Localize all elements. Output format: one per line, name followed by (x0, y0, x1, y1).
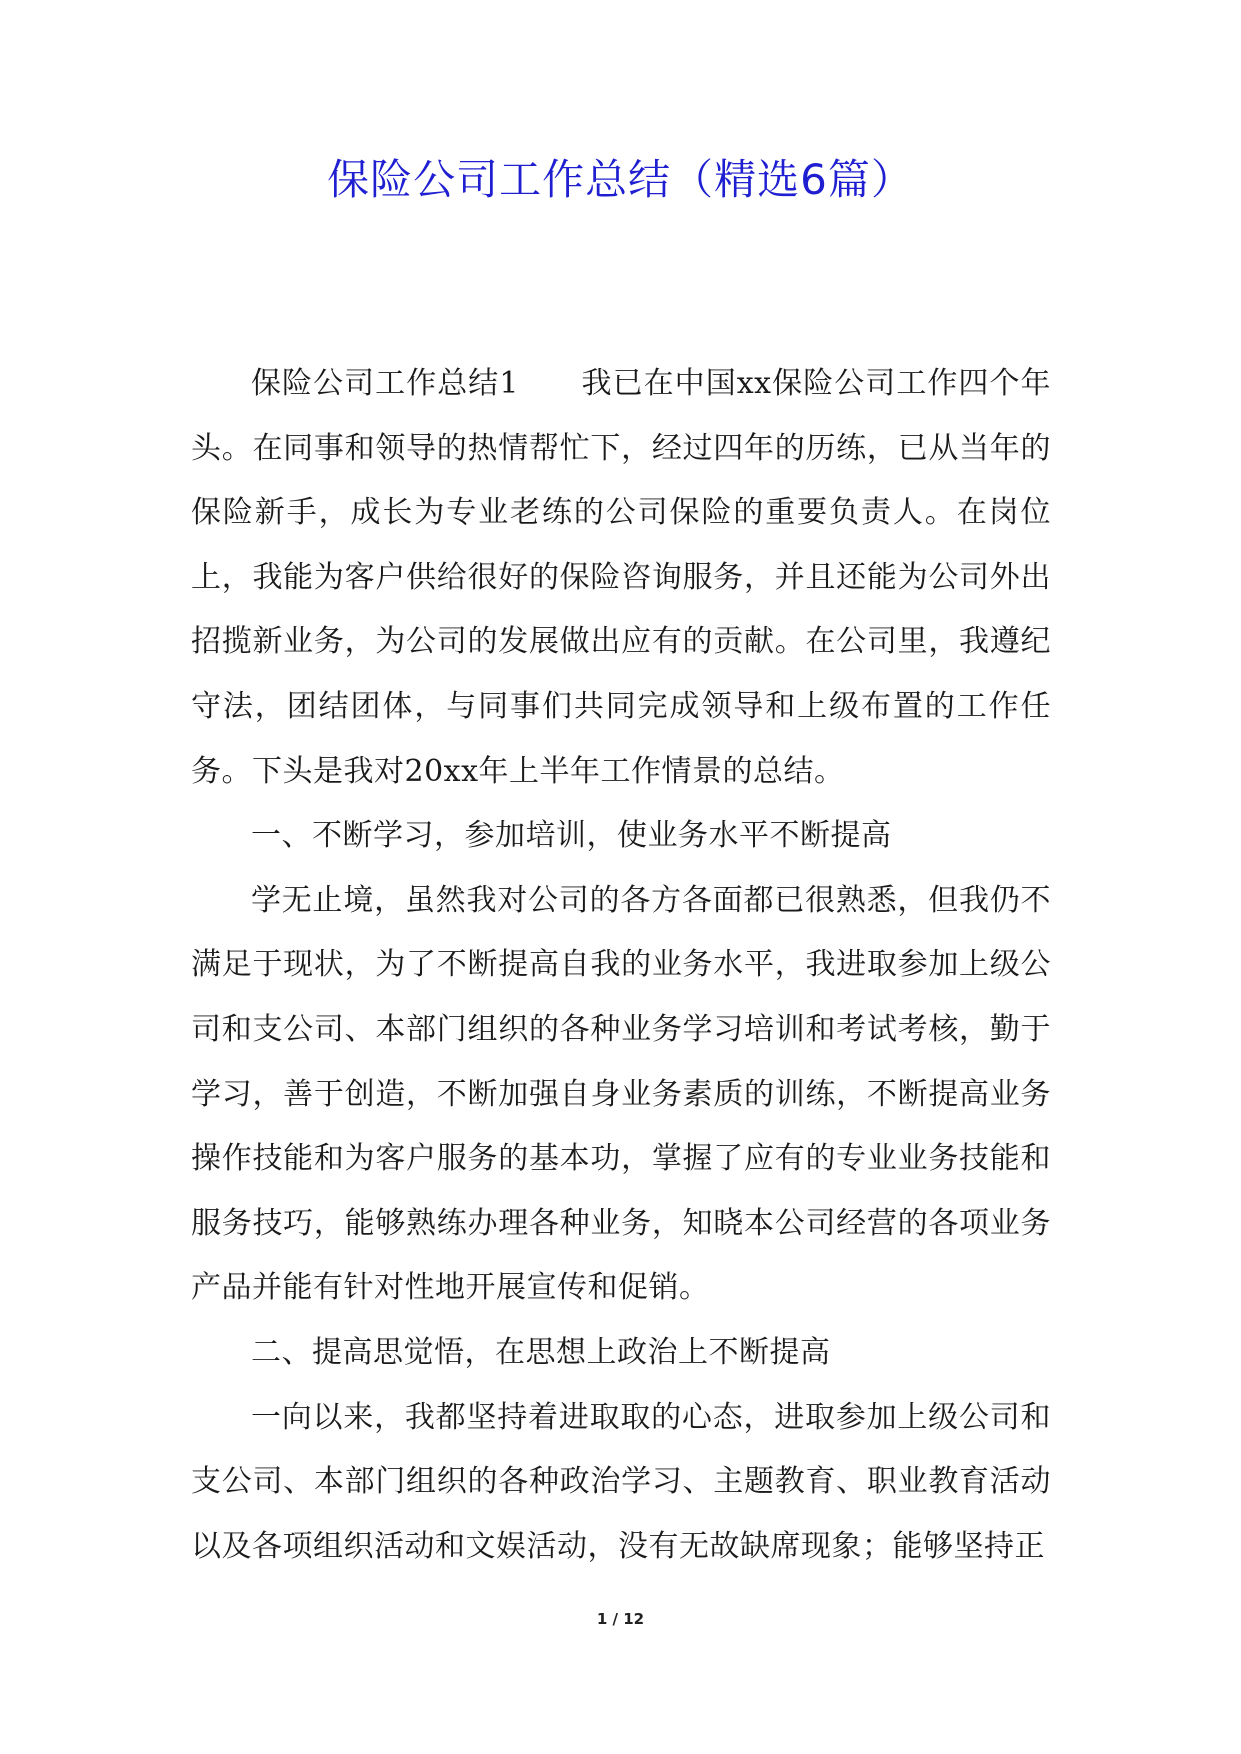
paragraph-section-1: 学无止境，虽然我对公司的各方各面都已很熟悉，但我仍不满足于现状，为了不断提高自我的业务水平，我进取参加上级公司和支公司、本部门组织的各种业务学习培训和考试考核，勤于学习，善于创造，不断加强自身业务素质的训练，不断提高业务操作技能和为客户服务的基本功，掌握了应有的专业业务技能和服务技巧，能够熟练办理各种业务，知晓本公司经营的各项业务产品并能有针对性地开展宣传和促销。 (191, 882, 1051, 1306)
document-title: 保险公司工作总结（精选6篇） (327, 155, 914, 204)
section-heading-1: 一、不断学习，参加培训，使业务水平不断提高 (251, 818, 892, 854)
section-heading-2: 二、提高思觉悟，在思想上政治上不断提高 (251, 1334, 831, 1370)
paragraph-intro: 保险公司工作总结1 我已在中国xx保险公司工作四个年头。在同事和领导的热情帮忙下，经过四年的历练，已从当年的保险新手，成长为专业老练的公司保险的重要负责人。在岗位上，我能为客户供给很好的保险咨询服务，并且还能为公司外出招揽新业务，为公司的发展做出应有的贡献。在公司里，我遵纪守法，团结团体，与同事们共同完成领导和上级布置的工作任务。下头是我对20xx年上半年工作情景的总结。 (191, 366, 1051, 789)
paragraph-section-2: 一向以来，我都坚持着进取取的心态，进取参加上级公司和支公司、本部门组织的各种政治学习、主题教育、职业教育活动以及各项组织活动和文娱活动，没有无故缺席现象；能够坚持正 (191, 1399, 1051, 1564)
document-body (191, 352, 1051, 1579)
page-number: 1 / 12 (596, 1610, 645, 1628)
